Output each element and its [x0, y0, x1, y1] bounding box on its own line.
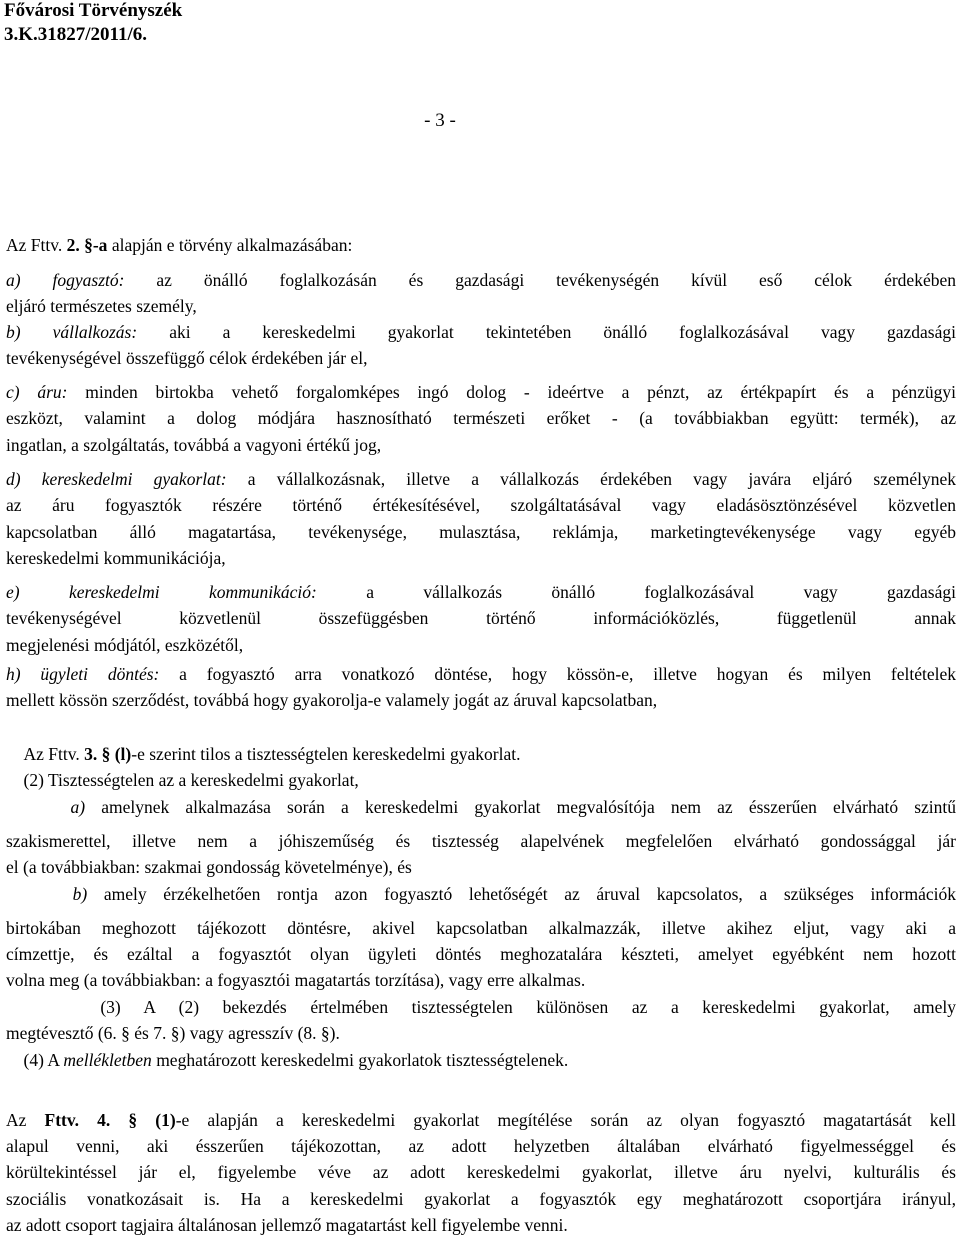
text-run: szociális vonatkozásait is. Ha a kereskedelmi gyakorlat a fogyasztók egy meghatározott csoportjára irányul, — [6, 1189, 956, 1209]
text-run: 2. — [66, 235, 80, 255]
text-run: b) vállalkozás: — [6, 322, 138, 342]
text-line — [6, 467, 956, 491]
text-line — [6, 1134, 956, 1158]
text-run: (3) A (2) bekezdés értelmében tisztességtelen különösen az a kereskedelmi gyakorlat, amely — [6, 997, 956, 1017]
text-line — [6, 580, 956, 604]
text-line — [6, 768, 956, 792]
text-run — [110, 1110, 128, 1130]
text-line — [6, 268, 956, 292]
text-run: az áru fogyasztók részére történő értékesítésével, szolgáltatásával vagy eladásösztönzésével közvetlen — [6, 495, 956, 515]
text-run: az önálló foglalkozásán és gazdasági tevékenységén kívül eső célok érdekében — [124, 270, 956, 290]
text-run: meghatározott kereskedelmi gyakorlatok tisztességtelenek. — [151, 1050, 569, 1070]
text-run: c) áru: — [6, 382, 68, 402]
text-line — [6, 320, 956, 344]
text-line — [6, 433, 956, 457]
text-run: a vállalkozás önálló foglalkozásával vagy gazdasági — [316, 582, 956, 602]
text-line — [6, 829, 956, 853]
text-line — [6, 1048, 956, 1072]
text-run: Az — [6, 1110, 45, 1130]
text-run: körültekintéssel jár el, figyelembe véve az adott kereskedelmi gyakorlat, illetve áru nyelvi, kulturális és — [6, 1162, 956, 1182]
text-run: a) — [6, 797, 86, 817]
text-run: Az Fttv. — [6, 235, 67, 255]
text-run: § — [128, 1110, 138, 1130]
text-line — [6, 855, 956, 879]
text-run: megtévesztő (6. § és 7. §) vagy agresszív (8. §). — [6, 1023, 340, 1043]
text-line — [6, 546, 956, 570]
text-run: d) kereskedelmi gyakorlat: — [6, 469, 227, 489]
text-line — [6, 380, 956, 404]
text-run: Az Fttv. — [6, 744, 85, 764]
text-run: a) fogyasztó: — [6, 270, 125, 290]
page-number: - 3 - — [424, 110, 456, 131]
text-line — [6, 1213, 956, 1237]
text-line — [6, 795, 956, 819]
text-line — [6, 916, 956, 940]
text-run: (1) — [155, 1110, 176, 1130]
text-line — [6, 294, 956, 318]
text-run: birtokában meghozott tájékozott döntésre, akivel kapcsolatban alkalmazzák, illetve akihez eljut, vagy aki a — [6, 918, 956, 938]
text-line — [6, 882, 956, 906]
text-run: aki a kereskedelmi gyakorlat tekintetében önálló foglalkozásával vagy gazdasági — [137, 322, 956, 342]
text-run: megjelenési módjától, eszközétől, — [6, 635, 244, 655]
text-run: szakismerettel, illetve nem a jóhiszeműség és tisztesség alapelvének megfelelően elvárható gondossággal jár — [6, 831, 956, 851]
text-run: minden birtokba vehető forgalomképes ingó dolog - ideértve a pénzt, az értékpapírt és a pénzügyi — [67, 382, 956, 402]
text-run: a fogyasztó arra vonatkozó döntése, hogy kössön-e, illetve hogyan és milyen feltételek — [159, 664, 957, 684]
text-line — [6, 688, 956, 712]
text-line — [6, 606, 956, 630]
text-run: b) — [6, 884, 88, 904]
text-line — [6, 1160, 956, 1184]
text-run: § — [101, 744, 111, 764]
text-line — [6, 942, 956, 966]
text-line — [6, 346, 956, 370]
text-run: -e szerint tilos a tisztességtelen kereskedelmi gyakorlat. — [131, 744, 521, 764]
text-run: (4) A — [6, 1050, 64, 1070]
text-line — [6, 742, 956, 766]
text-run: (l) — [114, 744, 132, 764]
text-run: -a — [92, 235, 108, 255]
court-name: Fővárosi Törvényszék — [4, 0, 183, 21]
text-line — [6, 1108, 956, 1132]
text-run: mellékletben — [63, 1050, 152, 1070]
text-line — [6, 995, 956, 1019]
text-line — [6, 233, 956, 257]
case-number: 3.K.31827/2011/6. — [4, 24, 148, 45]
text-line — [6, 1021, 956, 1045]
text-line — [6, 406, 956, 430]
text-run: alapján e törvény alkalmazásában: — [107, 235, 353, 255]
text-run: címzettje, és ezáltal a fogyasztót olyan ügyleti döntés meghozatalára készteti, amelyet egyébként nem hozott — [6, 944, 956, 964]
text-run: mellett kössön szerződést, továbbá hogy gyakorolja-e valamely jogát az áruval kapcsolatban, — [6, 690, 658, 710]
text-run: kereskedelmi kommunikációja, — [6, 548, 226, 568]
text-run: -e alapján a kereskedelmi gyakorlat megítélése során az olyan fogyasztó magatartását kell — [175, 1110, 957, 1130]
text-run: alapul venni, aki ésszerűen tájékozottan, az adott helyzetben általában elvárható figyelmességgel és — [6, 1136, 956, 1156]
text-line — [6, 662, 956, 686]
text-run: amelynek alkalmazása során a kereskedelmi gyakorlat megvalósítója nem az ésszerűen elvárható szintű — [85, 797, 957, 817]
text-line — [6, 1187, 956, 1211]
text-run: kapcsolatban álló magatartása, tevékenysége, mulasztása, reklámja, marketingtevékenysége vagy egyéb — [6, 522, 956, 542]
text-run: tevékenységével közvetlenül összefüggésben történő információközlés, függetlenül annak — [6, 608, 956, 628]
text-line — [6, 633, 956, 657]
text-run — [137, 1110, 155, 1130]
text-run: (2) Tisztességtelen az a kereskedelmi gyakorlat, — [6, 770, 359, 790]
text-run: a vállalkozásnak, illetve a vállalkozás érdekében vagy javára eljáró személynek — [226, 469, 956, 489]
text-run: tevékenységével összefüggő célok érdekében jár el, — [6, 348, 368, 368]
text-run: § — [84, 235, 93, 255]
text-run: eszközt, valamint a dolog módjára hasznosítható természeti erőket - (a továbbiakban együtt: termék), az — [6, 408, 956, 428]
text-run: amely érzékelhetően rontja azon fogyasztó lehetőségét az áruval kapcsolatos, a szükséges információk — [87, 884, 957, 904]
text-run: h) ügyleti döntés: — [6, 664, 160, 684]
text-line — [6, 968, 956, 992]
text-line — [6, 520, 956, 544]
text-run: Fttv. 4. — [44, 1110, 111, 1130]
text-run: el (a továbbiakban: szakmai gondosság követelménye), és — [6, 857, 412, 877]
text-run: 3. — [84, 744, 98, 764]
text-run: az adott csoport tagjaira általánosan jellemző magatartást kell figyelembe venni. — [6, 1215, 568, 1235]
text-run: e) kereskedelmi kommunikáció: — [6, 582, 317, 602]
text-line — [6, 493, 956, 517]
text-run: volna meg (a továbbiakban: a fogyasztói magatartás torzítása), vagy erre alkalmas. — [6, 970, 586, 990]
text-run: ingatlan, a szolgáltatás, továbbá a vagyoni értékű jog, — [6, 435, 382, 455]
text-run: eljáró természetes személy, — [6, 296, 197, 316]
